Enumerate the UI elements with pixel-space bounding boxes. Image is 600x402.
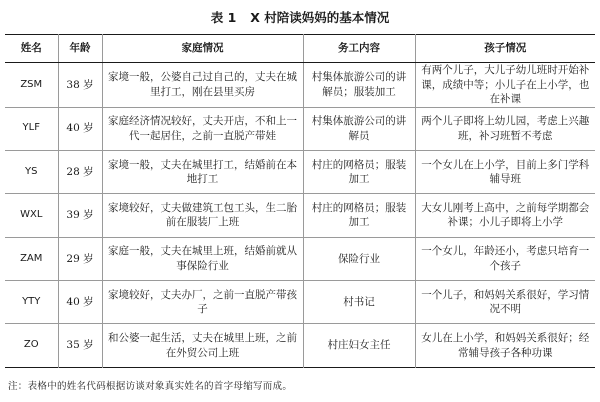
cell-children: 女儿在上小学，和妈妈关系很好；经常辅导孩子各种功课 (415, 324, 595, 367)
table-footnote: 注：表格中的姓名代码根据访谈对象真实姓名的首字母缩写而成。 (8, 381, 293, 392)
cell-family: 家境较好，丈夫做建筑工包工头，生二胎前在服装厂上班 (102, 194, 303, 237)
cell-children: 有两个儿子，大儿子幼儿班时开始补课，成绩中等；小儿子在上小学，也在补课 (415, 63, 595, 108)
cell-children: 一个女儿，年龄还小，考虑只培育一个孩子 (415, 237, 595, 280)
data-table (5, 34, 595, 368)
table-row (5, 324, 595, 367)
cell-family: 家境较好，丈夫办厂，之前一直脱产带孩子 (102, 281, 303, 324)
table-title: X 村陪读妈妈的基本情况 (250, 10, 390, 25)
table-row (5, 281, 595, 324)
header-name: 姓名 (5, 35, 58, 63)
cell-children: 一个女儿在上小学，目前上多门学科辅导班 (415, 150, 595, 193)
cell-age: 39 岁 (58, 194, 102, 237)
cell-name: WXL (5, 194, 58, 237)
cell-family: 家境一般，公婆自己过自己的，丈夫在城里打工，刚在县里买房 (102, 63, 303, 108)
cell-age: 40 岁 (58, 107, 102, 150)
cell-age: 40 岁 (58, 281, 102, 324)
table-row (5, 107, 595, 150)
header-work: 务工内容 (303, 35, 415, 63)
cell-name: ZO (5, 324, 58, 367)
cell-name: ZSM (20, 78, 43, 90)
header-family: 家庭情况 (102, 35, 303, 63)
cell-name: YS (5, 150, 58, 193)
cell-name: ZAM (5, 237, 58, 280)
table-row (5, 237, 595, 280)
cell-age: 28 岁 (58, 150, 102, 193)
cell-work: 村庄的网格员；服装加工 (303, 150, 415, 193)
cell-family: 家境一般，丈夫在城里打工，结婚前在本地打工 (102, 150, 303, 193)
cell-name: YTY (5, 281, 58, 324)
cell-age: 35 岁 (58, 324, 102, 367)
header-row (5, 35, 595, 63)
header-children: 孩子情况 (415, 35, 595, 63)
cell-age: 29 岁 (58, 237, 102, 280)
table-row (5, 63, 595, 108)
cell-work: 村书记 (303, 281, 415, 324)
cell-work: 保险行业 (303, 237, 415, 280)
table-caption (0, 8, 600, 26)
cell-family: 和公婆一起生活，丈夫在城里上班，之前在外贸公司上班 (102, 324, 303, 367)
table-number: 表 1 (210, 10, 237, 25)
cell-children: 大女儿刚考上高中，之前每学期都会补课；小儿子即将上小学 (415, 194, 595, 237)
cell-work: 村庄的网格员；服装加工 (303, 194, 415, 237)
table-row (5, 194, 595, 237)
cell-work: 村庄妇女主任 (303, 324, 415, 367)
cell-name: YLF (5, 107, 58, 150)
table-row (5, 150, 595, 193)
cell-work: 村集体旅游公司的讲解员 (303, 107, 415, 150)
cell-children: 一个儿子，和妈妈关系很好，学习情况不明 (415, 281, 595, 324)
cell-family: 家庭经济情况较好，丈夫开店，不和上一代一起居住，之前一直脱产带娃 (102, 107, 303, 150)
cell-age: 38 岁 (58, 63, 102, 108)
header-age: 年龄 (58, 35, 102, 63)
cell-work: 村集体旅游公司的讲解员；服装加工 (303, 63, 415, 108)
cell-children: 两个儿子即将上幼儿园，考虑上兴趣班，补习班暂不考虑 (415, 107, 595, 150)
cell-family: 家庭一般，丈夫在城里上班，结婚前就从事保险行业 (102, 237, 303, 280)
